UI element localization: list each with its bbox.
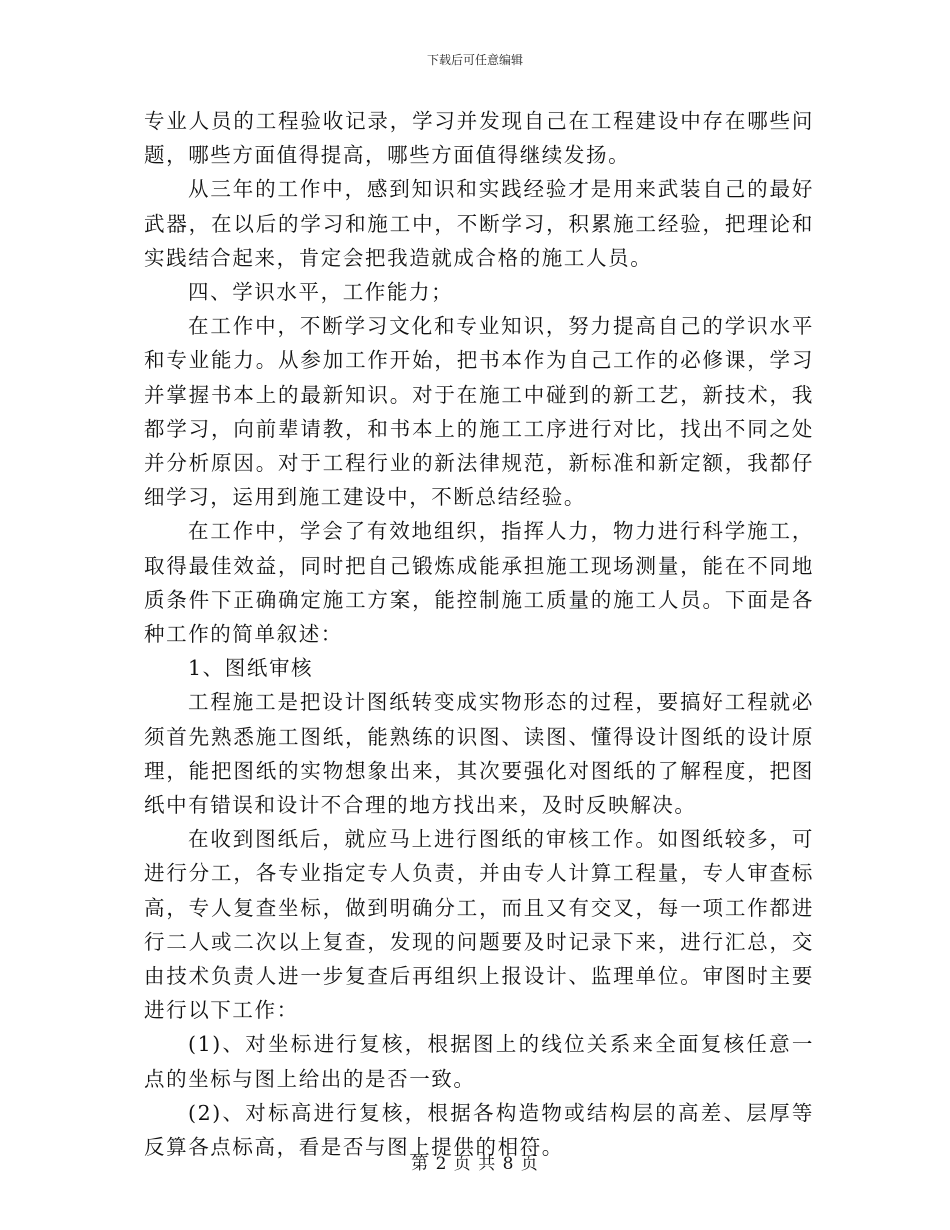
subheading-drawing-review: 1、图纸审核	[188, 656, 314, 681]
paragraph-5: 工程施工是把设计图纸转变成实物形态的过程，要搞好工程就必须首先熟悉施工图纸，能熟练的识图、读图、懂得设计图纸的设计原理，能把图纸的实物想象出来，其次要强化对图纸的了解程度，把图纸中有错误和设计不合理的地方找出来，及时反映解决。	[144, 690, 814, 818]
paragraph-2: 从三年的工作中，感到知识和实践经验才是用来武装自己的最好武器，在以后的学习和施工中，不断学习，积累施工经验，把理论和实践结合起来，肯定会把我造就成合格的施工人员。	[144, 177, 814, 270]
paragraph-3: 在工作中，不断学习文化和专业知识，努力提高自己的学识水平和专业能力。从参加工作开始，把书本作为自己工作的必修课，学习并掌握书本上的最新知识。对于在施工中碰到的新工艺，新技术，我都学习，向前辈请教，和书本上的施工工序进行对比，找出不同之处并分析原因。对于工程行业的新法律规范，新标准和新定额，我都仔细学习，运用到施工建设中，不断总结经验。	[144, 314, 814, 510]
list-item-2: (2)、对标高进行复核，根据各构造物或结构层的高差、层厚等反算各点标高，看是否与图上提供的相符。	[144, 1100, 814, 1160]
paragraph-4: 在工作中，学会了有效地组织，指挥人力，物力进行科学施工，取得最佳效益，同时把自己锻炼成能承担施工现场测量，能在不同地质条件下正确确定施工方案，能控制施工质量的施工人员。下面是各种工作的简单叙述：	[144, 519, 814, 647]
section-heading-4: 四、学识水平，工作能力；	[188, 280, 454, 305]
page-number: 第 2 页 共 8 页	[411, 1154, 539, 1174]
list-item-1: (1)、对坐标进行复核，根据图上的线位关系来全面复核任意一点的坐标与图上给出的是否一致。	[144, 1032, 814, 1091]
document-body	[144, 104, 814, 1164]
page-header-note: 下载后可任意编辑	[426, 53, 523, 67]
paragraph-1: 专业人员的工程验收记录，学习并发现自己在工程建设中存在哪些问题，哪些方面值得提高，哪些方面值得继续发扬。	[144, 109, 814, 168]
paragraph-6: 在收到图纸后，就应马上进行图纸的审核工作。如图纸较多，可进行分工，各专业指定专人负责，并由专人计算工程量，专人审查标高，专人复查坐标，做到明确分工，而且又有交叉，每一项工作都进行二人或二次以上复查，发现的问题要及时记录下来，进行汇总，交由技术负责人进一步复查后再组织上报设计、监理单位。审图时主要进行以下工作：	[144, 827, 814, 1023]
